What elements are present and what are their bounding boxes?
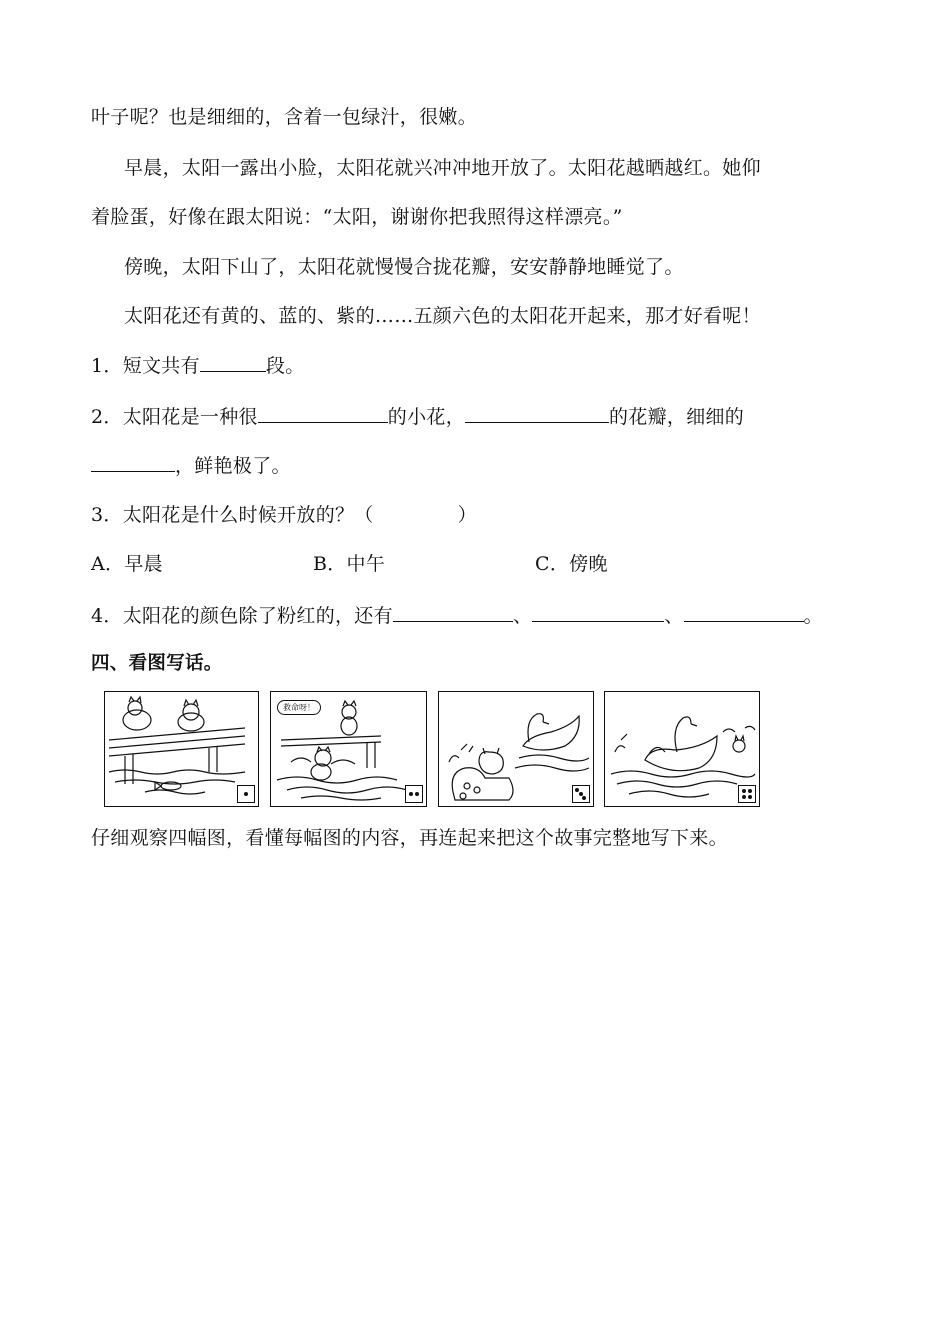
q2-prefix: 2．太阳花是一种很 xyxy=(91,406,258,428)
q2-blank-1[interactable] xyxy=(258,404,388,423)
passage-morning-line-1: 早晨，太阳一露出小脸，太阳花就兴冲冲地开放了。太阳花越晒越红。她仰 xyxy=(124,157,761,179)
panel-3 xyxy=(438,691,594,807)
panel-4-dice-icon xyxy=(738,785,756,803)
q1-prefix: 1．短文共有 xyxy=(91,355,200,377)
section-4-heading: 四、看图写话。 xyxy=(91,653,223,674)
panel-1-illustration xyxy=(105,692,259,807)
passage-colors-line: 太阳花还有黄的、蓝的、紫的……五颜六色的太阳花开起来，那才好看呢！ xyxy=(124,305,761,327)
question-2 xyxy=(91,404,744,429)
panel-3-illustration xyxy=(439,692,594,807)
passage-morning-line-2: 着脸蛋，好像在跟太阳说：“太阳，谢谢你把我照得这样漂亮。” xyxy=(91,206,623,228)
q3-prompt: 3．太阳花是什么时候开放的？（ xyxy=(91,504,374,526)
question-3-options xyxy=(91,552,608,576)
section-4-instruction: 仔细观察四幅图，看懂每幅图的内容，再连起来把这个故事完整地写下来。 xyxy=(91,827,728,849)
q2-mid1: 的小花， xyxy=(387,406,465,428)
q3-option-c[interactable]: C．傍晚 xyxy=(535,553,608,575)
panel-2 xyxy=(270,691,427,807)
q3-option-b[interactable]: B．中午 xyxy=(313,553,386,575)
q2-line2-suffix: ，鲜艳极了。 xyxy=(175,455,291,477)
q4-prefix: 4．太阳花的颜色除了粉红的，还有 xyxy=(91,605,393,627)
question-2-line-2 xyxy=(91,453,291,478)
q3-option-a[interactable]: A．早晨 xyxy=(91,553,163,575)
q2-mid2: 的花瓣，细细的 xyxy=(609,406,745,428)
passage-leaf-line: 叶子呢？也是细细的，含着一包绿汁，很嫩。 xyxy=(91,106,478,128)
q2-blank-2[interactable] xyxy=(465,404,609,423)
panel-1 xyxy=(104,691,259,807)
q4-sep2: 、 xyxy=(664,605,684,627)
panel-4 xyxy=(604,691,760,807)
question-4 xyxy=(91,603,823,628)
q4-blank-2[interactable] xyxy=(532,603,664,622)
panel-1-dice-icon xyxy=(237,785,255,803)
passage-evening-line: 傍晚，太阳下山了，太阳花就慢慢合拢花瓣，安安静静地睡觉了。 xyxy=(124,256,684,278)
q1-suffix: 段。 xyxy=(265,355,305,377)
panel-2-speech-bubble: 救命呀！ xyxy=(277,700,321,715)
q4-blank-3[interactable] xyxy=(684,603,804,622)
panel-4-illustration xyxy=(605,692,760,807)
question-1 xyxy=(91,353,305,378)
question-3 xyxy=(91,503,477,527)
panel-3-dice-icon xyxy=(572,785,590,803)
q2-blank-3[interactable] xyxy=(91,453,175,472)
panel-2-dice-icon xyxy=(405,785,423,803)
q4-blank-1[interactable] xyxy=(393,603,513,622)
q4-sep1: 、 xyxy=(512,605,533,627)
q3-close: ） xyxy=(457,504,477,526)
q4-end: 。 xyxy=(803,605,823,627)
q1-blank[interactable] xyxy=(200,353,266,372)
